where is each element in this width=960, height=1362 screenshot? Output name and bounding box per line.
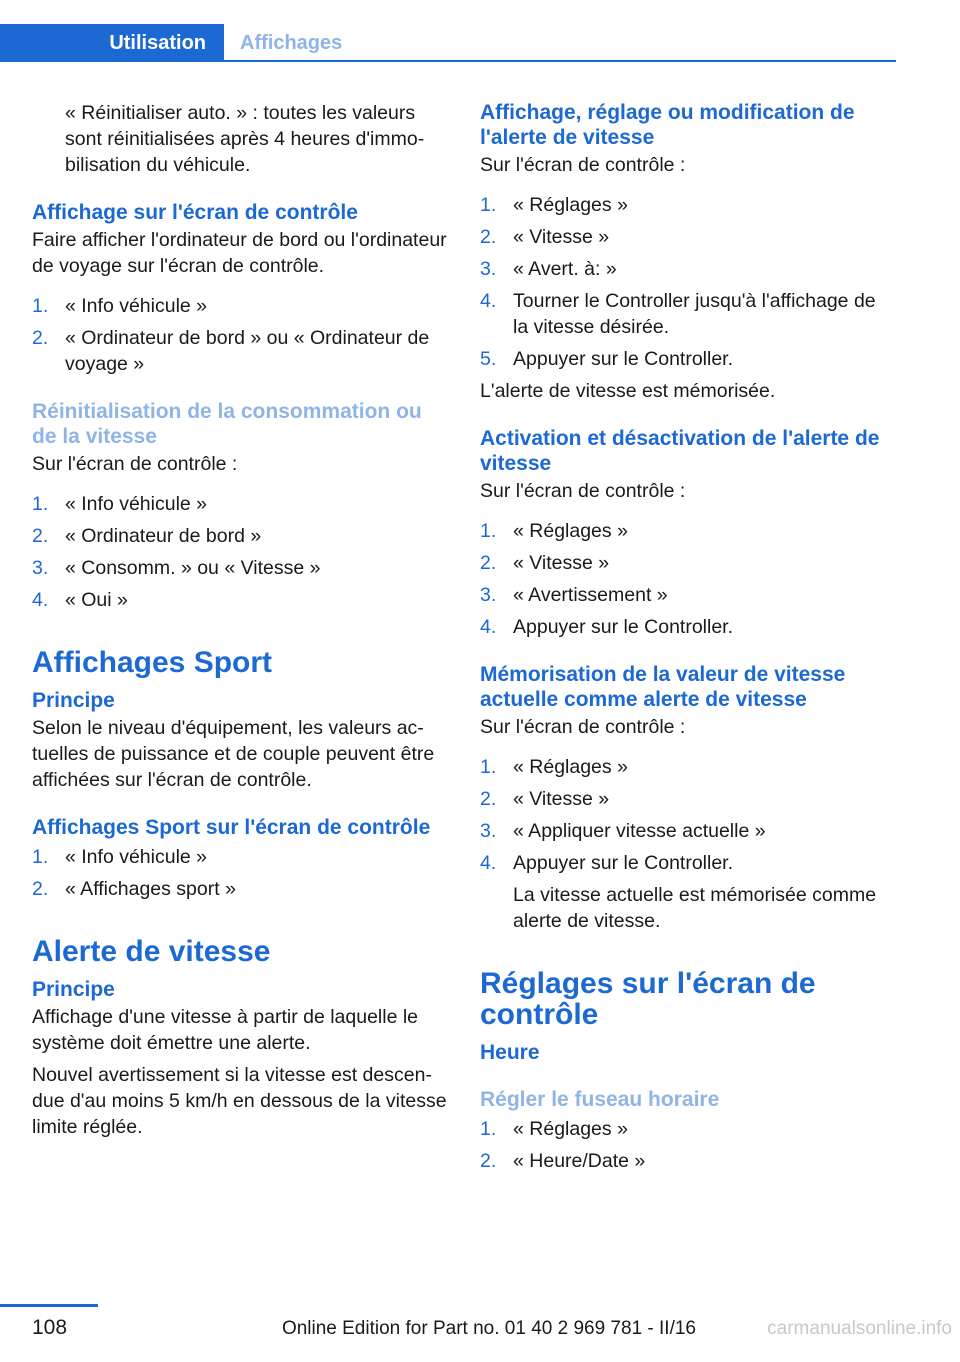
intro-paragraph: « Réinitialiser auto. » : toutes les valeurs sont réinitialisées après 4 heures d'immobilisation du véhicule.: [65, 102, 425, 176]
step-number: 2.: [32, 327, 49, 349]
step-note: La vitesse actuelle est mémorisée comme alerte de vitesse.: [513, 884, 877, 932]
section-title-fuseau-horaire: Régler le fuseau horaire: [480, 1088, 720, 1111]
steps-list: [480, 192, 894, 372]
list-item: [480, 550, 894, 576]
step-text: « Oui »: [65, 589, 128, 611]
list-item: [480, 288, 894, 340]
steps-list: [32, 293, 448, 377]
edition-note: Online Edition for Part no. 01 40 2 969 781 - II/16: [281, 1318, 696, 1339]
section-title-affichage-ecran: Affichage sur l'écran de contrôle: [32, 201, 358, 224]
left-column: [32, 100, 448, 1146]
step-number: 4.: [32, 589, 49, 611]
steps-list: [480, 1116, 894, 1174]
list-item: [32, 876, 448, 902]
step-number: 3.: [480, 258, 497, 280]
watermark: carmanualsonline.info: [767, 1318, 952, 1339]
section-text: Sur l'écran de contrôle :: [480, 480, 686, 502]
step-text: « Réglages »: [513, 756, 628, 778]
step-number: 1.: [480, 1118, 497, 1140]
step-text: « Info véhicule »: [65, 295, 208, 317]
section-text: Faire afficher l'ordinateur de bord ou l'ordinateur de voyage sur l'écran de contrôle.: [32, 229, 447, 277]
step-number: 5.: [480, 348, 497, 370]
step-number: 4.: [480, 290, 497, 312]
step-text: « Réglages »: [513, 520, 628, 542]
step-text: « Appliquer vitesse actuelle »: [513, 820, 766, 842]
section-text: Sur l'écran de contrôle :: [480, 154, 686, 176]
step-text: « Heure/Date »: [513, 1150, 646, 1172]
heading-alerte-vitesse: Alerte de vitesse: [32, 935, 271, 968]
step-text: « Info véhicule »: [65, 846, 208, 868]
step-text: « Vitesse »: [513, 552, 610, 574]
step-number: 3.: [480, 820, 497, 842]
step-number: 4.: [480, 616, 497, 638]
list-item: [480, 850, 894, 934]
step-text: « Consomm. » ou « Vitesse »: [65, 557, 321, 579]
header-divider: [224, 60, 896, 62]
list-item: [480, 256, 894, 282]
heading-affichages-sport: Affichages Sport: [32, 646, 273, 679]
list-item: [32, 555, 448, 581]
step-text: « Vitesse »: [513, 788, 610, 810]
steps-list: [480, 754, 894, 934]
step-text: « Info véhicule »: [65, 493, 208, 515]
step-number: 1.: [480, 520, 497, 542]
step-number: 2.: [32, 878, 49, 900]
list-item: [32, 491, 448, 517]
step-number: 1.: [480, 194, 497, 216]
list-item: [480, 786, 894, 812]
section-title-reinitialisation: Réinitialisation de la consommation ou de la vitesse: [32, 400, 422, 448]
section-title-activation-alerte: Activation et désactivation de l'alerte de vitesse: [480, 427, 880, 475]
section-text: Nouvel avertissement si la vitesse est descendue d'au moins 5 km/h en dessous de la vitesse limite réglée.: [32, 1064, 447, 1138]
step-number: 1.: [32, 846, 49, 868]
step-text: Appuyer sur le Controller.: [513, 852, 734, 874]
list-item: [32, 325, 448, 377]
step-number: 4.: [480, 852, 497, 874]
list-item: [480, 1148, 894, 1174]
step-text: Tourner le Controller jusqu'à l'affichage de la vitesse désirée.: [513, 290, 876, 338]
list-item: [480, 614, 894, 640]
step-text: « Affichages sport »: [65, 878, 236, 900]
list-item: [480, 224, 894, 250]
section-text: Sur l'écran de contrôle :: [32, 453, 238, 475]
step-number: 1.: [480, 756, 497, 778]
step-text: « Ordinateur de bord »: [65, 525, 262, 547]
step-text: Appuyer sur le Controller.: [513, 348, 734, 370]
step-text: « Ordinateur de bord » ou « Ordinateur de voyage »: [65, 327, 430, 375]
tab-affichages[interactable]: Affichages: [240, 32, 343, 54]
step-number: 3.: [32, 557, 49, 579]
step-text: « Avertissement »: [513, 584, 668, 606]
steps-list: [32, 491, 448, 613]
step-text: Appuyer sur le Controller.: [513, 616, 734, 638]
section-text: Selon le niveau d'équipement, les valeurs actuelles de puissance et de couple peuvent être affichées sur l'écran de contrôle.: [32, 717, 435, 791]
section-title-reglage-alerte: Affichage, réglage ou modification de l'alerte de vitesse: [480, 101, 855, 149]
step-text: « Réglages »: [513, 1118, 628, 1140]
step-number: 3.: [480, 584, 497, 606]
steps-list: [32, 844, 448, 902]
list-item: [32, 293, 448, 319]
footer-divider: [0, 1304, 98, 1307]
section-text: Sur l'écran de contrôle :: [480, 716, 686, 738]
section-title-affichages-sport-ecran: Affichages Sport sur l'écran de contrôle: [32, 816, 431, 839]
section-text: L'alerte de vitesse est mémorisée.: [480, 380, 776, 402]
step-number: 2.: [480, 1150, 497, 1172]
step-number: 2.: [480, 788, 497, 810]
list-item: [480, 1116, 894, 1142]
page-number: 108: [32, 1316, 68, 1339]
section-title-heure: Heure: [480, 1041, 540, 1064]
tab-utilisation[interactable]: Utilisation: [0, 24, 224, 62]
step-text: « Vitesse »: [513, 226, 610, 248]
list-item: [32, 844, 448, 870]
step-number: 2.: [480, 552, 497, 574]
section-title-principe: Principe: [32, 689, 115, 712]
step-number: 1.: [32, 493, 49, 515]
heading-reglages-ecran: Réglages sur l'écran de contrôle: [480, 967, 816, 1031]
list-item: [480, 518, 894, 544]
section-title-principe: Principe: [32, 978, 115, 1001]
step-number: 2.: [480, 226, 497, 248]
list-item: [480, 754, 894, 780]
step-number: 2.: [32, 525, 49, 547]
section-title-memorisation-vitesse: Mémorisation de la valeur de vitesse actuelle comme alerte de vitesse: [480, 663, 846, 711]
step-text: « Avert. à: »: [513, 258, 617, 280]
list-item: [480, 818, 894, 844]
list-item: [480, 192, 894, 218]
list-item: [32, 587, 448, 613]
step-text: « Réglages »: [513, 194, 628, 216]
list-item: [480, 346, 894, 372]
section-text: Affichage d'une vitesse à partir de laquelle le système doit émettre une alerte.: [32, 1006, 419, 1054]
right-column: [480, 100, 894, 1180]
page-header: [0, 0, 960, 64]
list-item: [32, 523, 448, 549]
steps-list: [480, 518, 894, 640]
step-number: 1.: [32, 295, 49, 317]
list-item: [480, 582, 894, 608]
